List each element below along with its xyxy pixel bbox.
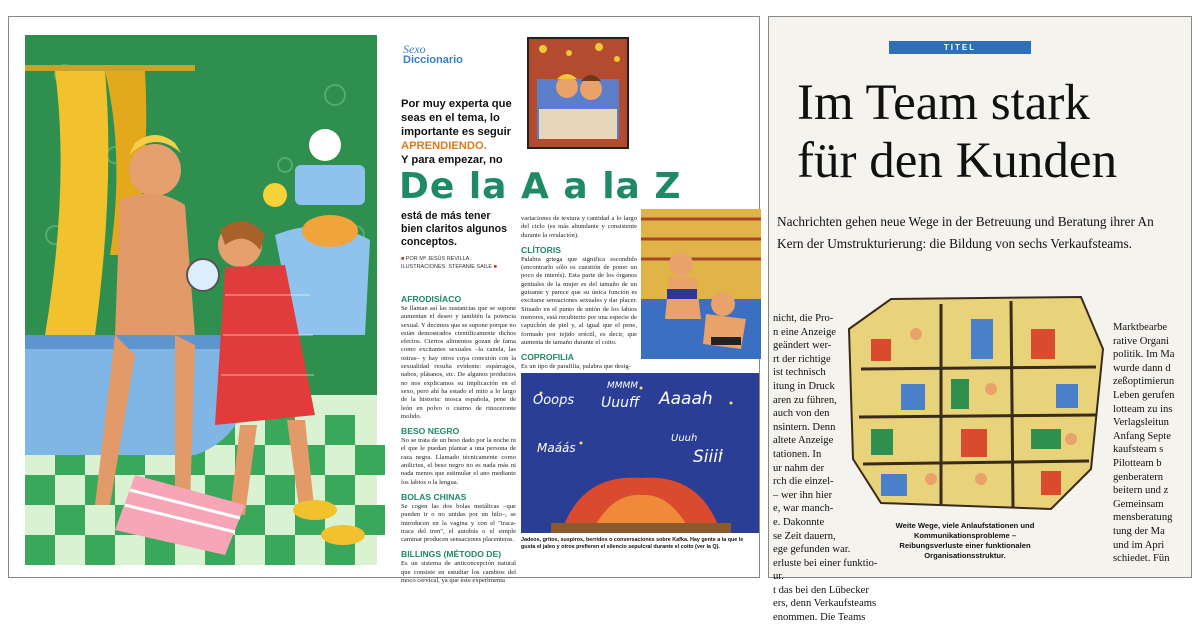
lead-text (401, 210, 521, 249)
text-line: ege gefunden war. (773, 544, 851, 556)
sound-word: Maáás (537, 441, 576, 455)
credits: ■ POR Mª JESÚS REVILLA. ILUSTRACIONES: STEFANIE SAILE ■ (401, 256, 497, 270)
sound-word: Uuuh (671, 433, 698, 444)
entry-term: COPROFILIA (521, 352, 574, 363)
text-line: schiedet. Fün (1113, 553, 1170, 565)
intro-line-5: Y para empezar, no (401, 154, 503, 166)
sound-word: MMMM (607, 381, 639, 391)
section-label-bottom: Diccionario (403, 54, 463, 66)
text-line: t das bei den Lübecker (773, 584, 869, 596)
entry-term: AFRODISÍACO (401, 294, 462, 304)
text-line: – wer ihn hier (773, 489, 833, 501)
magazine-page-german (768, 16, 1192, 624)
glossary-column-1 (401, 289, 516, 585)
text-line: geändert wer- (773, 340, 832, 352)
text-line: nicht, die Pro- (773, 313, 834, 324)
entry-term: BILLINGS (MÉTODO DE) (401, 549, 502, 560)
intro-line-2: seas en el tema, lo (401, 112, 500, 124)
text-line: ist technisch (773, 367, 826, 379)
text-line: e, war manch- (773, 503, 834, 515)
entry-term: BESO NEGRO (401, 426, 460, 437)
entry-text: Se cogen las dos bolas metálicas –que pueden ir o no unidas por un hilo–, se introducen en la vagina y con el "traca-traca del tren", el autobús o el simple caminar producen sensaciones placenteras. (401, 502, 516, 544)
illustrator-credit: ILUSTRACIONES: STEFANIE SAILE (401, 264, 493, 270)
bed-night-illustration (521, 373, 759, 533)
section-label: TITEL (889, 41, 1031, 54)
caption-line: Weite Wege, viele Anlaufstationen und (895, 521, 1035, 530)
text-line: beitern und z (1113, 485, 1169, 497)
subheadline-line-1: Nachrichten gehen neue Wege in der Betreuung und Beratung ihrer An (777, 214, 1154, 229)
sound-word: Aaaah (659, 389, 713, 409)
text-line: tationen. In (773, 448, 822, 460)
office-building-illustration (841, 289, 1111, 515)
caption-line: Reibungsverluste einer funktionalen (899, 541, 1031, 550)
text-line: nsintern. Denn (773, 421, 836, 433)
intro-line-1: Por muy experta que (401, 98, 512, 110)
entry-text: variaciones de textura y cantidad a lo largo del ciclo (es más abundante y consistente durante la ovulación). (521, 215, 637, 239)
text-line: zeßoptimierun (1113, 376, 1175, 388)
intro-line-3: importante es seguir (401, 126, 512, 138)
text-line: enommen. Die Teams (773, 612, 866, 624)
text-column-right (1113, 321, 1193, 575)
text-line: politik. Im Ma (1113, 349, 1175, 361)
text-line: mensberatung (1113, 512, 1173, 524)
caption-line: Kommunikationsprobleme – (913, 531, 1017, 540)
text-line: n eine Anzeige (773, 326, 836, 338)
entry-term: CLÍTORIS (521, 244, 561, 255)
author-credit: POR Mª JESÚS REVILLA. (405, 256, 471, 262)
couple-in-bed-illustration (527, 37, 629, 149)
sound-word: Siiii (693, 447, 723, 467)
text-line: Anfang Septe (1113, 430, 1171, 442)
main-headline: De la A a la Z (399, 166, 682, 207)
entry-text: Palabra griega que significa escondido (encontrarlo sólo es cuestión de poner un poco de interés). Esta parte de los órganos genitales de la mujer es del tamaño de un guisante y parece que su única función es excitarse sensaciones sexuales y dar placer. Situado en el punto de unión de los labios menores, está recubierto por una especie de capuchón de piel y, al igual que el pene, formado por tejido eréctil, es decir, que aumenta de tamaño durante el coito. (521, 255, 637, 346)
text-line: itung in Druck (773, 380, 835, 392)
bathroom-illustration (25, 35, 377, 565)
text-line: tung der Ma (1113, 525, 1165, 537)
lead-line-3: conceptos. (401, 236, 457, 248)
entry-text: No se trata de un beso dado por la noche ni el que le puedan plantar a una persona de raza negra. Llamado técnicamente como anilictus, el beso negro no es nada más ni nada menos que estimular el ano mediante los labios o la lengua. (401, 437, 516, 486)
beach-couple-illustration (641, 209, 761, 359)
text-line: wurde dann d (1113, 362, 1171, 374)
text-line: Leben gerufen (1113, 389, 1175, 401)
text-line: rt der richtige (773, 353, 831, 365)
text-line: Marktbearbe (1113, 322, 1168, 333)
entry-text: Es un sistema de anticoncepción natural que consiste en estudiar los cambios del moco cervical, ya que éste experimenta (401, 560, 516, 585)
text-line: se Zeit dauern, (773, 530, 836, 542)
sound-word: Uuuff (601, 395, 640, 411)
entry-text: Es un tipo de parafilia, palabra que desig- (521, 363, 631, 371)
text-line: rch die einzel- (773, 476, 834, 488)
text-line: und im Apri (1113, 539, 1165, 551)
intro-text (401, 97, 521, 167)
intro-highlight: APRENDIENDO. (401, 140, 487, 152)
lead-line-2: bien claritos algunos (401, 223, 507, 235)
text-line: rative Organi (1113, 335, 1169, 347)
magazine-spread-spanish (8, 16, 760, 585)
text-line: Verlagsleitun (1113, 417, 1169, 429)
entry-text: Se llaman así las sustancias que se supone aumentan el deseo y también la potencia sexual. Y decimos que se supone porque no están demostrados científicamente dichos efectos. Ciertos alimentos gozan de fama como excitantes sexuales –la canela, las ostras– y hay otros cuya conexión con la sexualidad resulta evidente: espárragos, nabos, plátanos, etc. De algunos productos no nos explicamos su implicación en el sexo, pero ahí ha estado el mito a lo largo de la historia: mosca española, pene de león en polvo o cuerno de rinoceronte molido. (401, 305, 516, 420)
sound-word: Ooops (533, 393, 575, 408)
text-line: auch von den (773, 408, 830, 420)
text-line: altete Anzeige (773, 435, 834, 447)
subheadline-line-2: Kern der Umstrukturierung: die Bildung von sechs Verkaufsteams. (777, 236, 1133, 251)
headline-line-1: Im Team stark (797, 75, 1090, 131)
text-line: ers, denn Verkaufsteams (773, 598, 877, 610)
text-line: ur. (773, 571, 784, 583)
glossary-column-2 (521, 215, 637, 371)
illustration-caption (865, 521, 1065, 561)
text-line: Pilotteam b (1113, 457, 1162, 469)
entry-term: BOLAS CHINAS (401, 491, 467, 502)
section-label-top: Sexo (403, 42, 426, 56)
text-line: erluste bei einer funktio- (773, 557, 878, 569)
text-line: kaufsteam s (1113, 444, 1164, 456)
text-line: Gemeinsam (1113, 498, 1164, 510)
headline-line-2: für den Kunden (797, 133, 1118, 189)
text-line: e. Dakonnte (773, 516, 825, 528)
lead-line-1: está de más tener (401, 210, 491, 222)
caption-line: Organisationsstruktur. (924, 551, 1006, 560)
illustration-caption: Jadeos, gritos, suspiros, berridos o conversaciones sobre Kafka. Hay gente a la que le gusta el jaleo y otros prefieren el silencio sepulcral durante el coito (ver la Q). (521, 537, 744, 550)
text-line: genberatern (1113, 471, 1163, 483)
text-line: ur nahm der (773, 462, 825, 474)
text-line: lotteam zu ins (1113, 403, 1173, 415)
text-line: aren zu führen, (773, 394, 837, 406)
